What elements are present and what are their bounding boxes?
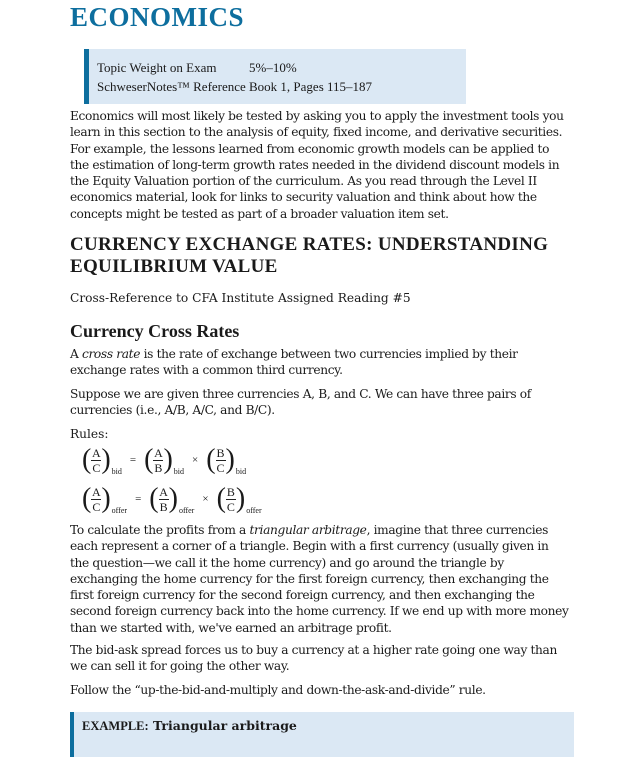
intro-paragraph: Economics will most likely be tested by asking you to apply the investment tools you learn in this section to the analysis of equity, fixed income, and derivative securities. For example, the lessons learned from economic growth models can be applied to the estimation of long-term growth rates needed in the dividend discount models in the Equity Valuation portion of the curriculum. As you read through the Level II economics material, look for links to security valuation and think about how the concepts might be tested as part of a broader valuation item set. <box>70 109 564 221</box>
notes-reference-row <box>97 77 466 96</box>
triangular-paragraph: To calculate the profits from a triangular arbitrage, imagine that three currencies each represent a corner of a triangle. Begin with a first currency (usually given in the question—we call it the home currency) and go around the triangle by exchanging the home currency for the first foreign currency, then exchanging the first foreign currency for the second foreign currency, and then exchanging the second foreign currency back into the home currency. If we end up with more money than we started with, we've earned an arbitrage profit. <box>70 523 569 635</box>
rules-label: Rules: <box>70 427 109 441</box>
ref-value: Book 1, Pages 115–187 <box>249 79 373 94</box>
formula-bid: ( A C ) bid = ( A B ) bid × ( B C ) bid <box>82 444 247 476</box>
bid-ask-paragraph: The bid-ask spread forces us to buy a currency at a higher rate going one way than we can sell it for going the other way. <box>70 643 557 674</box>
example-title: Triangular arbitrage <box>153 718 297 733</box>
formula-offer: ( A C ) offer = ( A B ) offer × ( B C ) offer <box>82 483 262 515</box>
example-box <box>70 712 574 757</box>
subheading: Currency Cross Rates <box>70 321 240 341</box>
term: cross rate <box>81 347 141 361</box>
ref-label: Topic Weight on Exam <box>97 60 217 75</box>
section-heading: CURRENCY EXCHANGE RATES: UNDERSTANDING EQUILIBRIUM VALUE <box>70 234 549 277</box>
topic-weight-row <box>97 58 466 77</box>
suppose-paragraph: Suppose we are given three currencies A, B, and C. We can have three pairs of currencies (i.e., A/B, A/C, and B/C). <box>70 387 531 418</box>
example-label: EXAMPLE: <box>82 719 149 733</box>
reference-box <box>84 49 466 104</box>
cross-reference: Cross-Reference to CFA Institute Assigned Reading #5 <box>70 291 411 305</box>
ref-label: SchweserNotes™ Reference <box>97 79 246 94</box>
term: triangular arbitrage <box>249 523 367 537</box>
rule-paragraph: Follow the “up-the-bid-and-multiply and down-the-ask-and-divide” rule. <box>70 683 486 697</box>
page-title: ECONOMICS <box>70 2 245 32</box>
cross-rate-definition: A cross rate is the rate of exchange between two currencies implied by their exchange rates with a common third currency. <box>70 347 518 378</box>
ref-value: 5%–10% <box>249 60 297 75</box>
